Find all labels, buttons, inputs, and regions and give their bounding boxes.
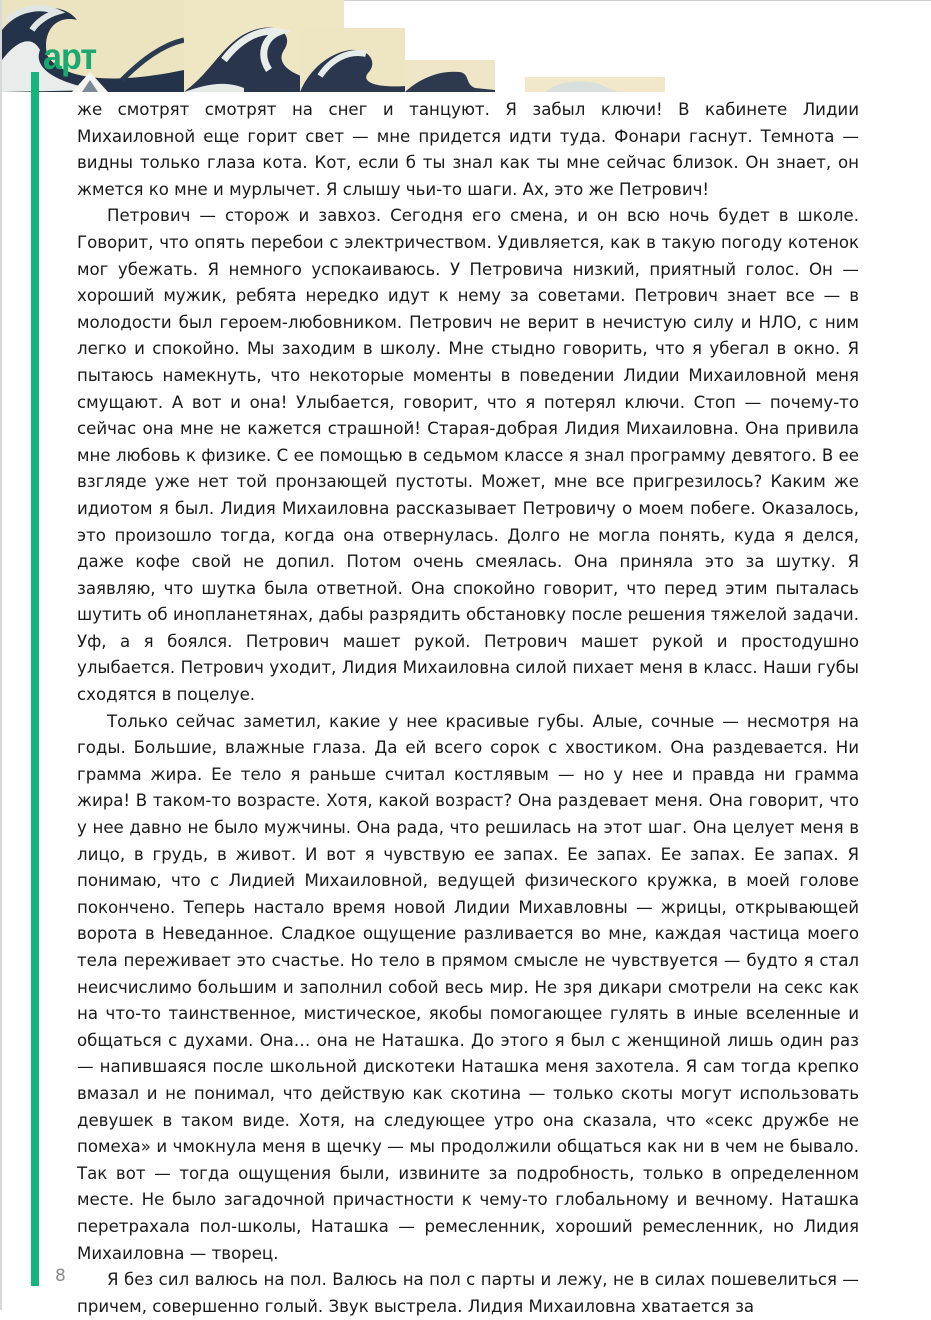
paragraph: Петрович — сторож и завхоз. Сегодня его смена, и он всю ночь будет в школе. Говорит, что опять перебои с электричеством. Удивляется, как в такую погоду котенок мог убежать. Я немного успокаиваюсь. У Петровича низкий, приятный голос. Он — хороший мужик, ребята нередко идут к нему за советами. Петрович знает все — в молодости был героем-любовником. Петрович не верит в нечистую силу и НЛО, с ним легко и спокойно. Мы заходим в школу. Мне стыдно говорить, что я убегал в окно. Я пытаюсь намекнуть, что некоторые моменты в поведении Лидии Михаиловной меня смущают. А вот и она! Улыбается, говорит, что я потерял ключи. Стоп — почему-то сейчас она мне не кажется страшной! Старая-добрая Лидия Михаиловна. Она привила мне любовь к физике. С ее помощью в седьмом классе я знал программу девятого. В ее взгляде уже нет той пронзающей пустоты. Может, мне все пригрезилось? Каким же идиотом я был. Лидия Михаиловна рассказывает Петровичу о моем побеге. Оказалось, это произошло тогда, когда она отвернулась. Долго не могла понять, куда я делся, даже кофе свой не допил. Потом очень смеялась. Она приняла это за шутку. Я заявляю, что шутка была ответной. Она спокойно говорит, что перед этим пыталась шутить об инопланетянах, дабы разрядить обстановку после решения тяжелой задачи. Уф, а я боялся. Петрович машет рукой. Петрович машет рукой и простодушно улыбается. Петрович уходит, Лидия Михаиловна силой пихает меня в класс. Наши губы сходятся в поцелуе. bbox=[77, 206, 859, 705]
wave-illustration bbox=[300, 28, 405, 92]
page-border-left bbox=[0, 0, 2, 1310]
header-banner bbox=[0, 0, 931, 95]
section-label: арт bbox=[43, 36, 97, 77]
wave-illustration bbox=[525, 77, 665, 92]
paragraph: Я без сил валюсь на пол. Валюсь на пол с парты и лежу, не в силах пошевелиться — причем, совершенно голый. Звук выстрела. Лидия Михаиловна хватается за bbox=[77, 1270, 859, 1316]
accent-bar bbox=[31, 72, 39, 1286]
wave-illustration bbox=[405, 60, 495, 92]
paragraph: же смотрят смотрят на снег и танцуют. Я забыл ключи! В кабинете Лидии Михаиловной еще горит свет — мне придется идти туда. Фонари гаснут. Темнота — видны только глаза кота. Кот, если б ты знал как ты мне сейчас близок. Он знает, он жмется ко мне и мурлычет. Я слышу чьи-то шаги. Ах, это же Петрович! bbox=[77, 100, 859, 199]
page-number: 8 bbox=[55, 1266, 66, 1286]
paragraph: Только сейчас заметил, какие у нее красивые губы. Алые, сочные — несмотря на годы. Большие, влажные глаза. Да ей всего сорок с хвостиком. Она раздевается. Ни грамма жира. Ее тело я раньше считал костлявым — но у нее и правда ни грамма жира! В таком-то возрасте. Хотя, какой возраст? Она раздевает меня. Она говорит, что у нее давно не было мужчины. Она рада, что решилась на этот шаг. Она целует меня в лицо, в грудь, в живот. И вот я чувствую ее запах. Ее запах. Ее запах. Ее запах. Я понимаю, что с Лидией Михаиловной, ведущей физического кружка, в моей голове покончено. Теперь настало время новой Лидии Михавловны — жрицы, открывающей ворота в Неведанное. Сладкое ощущение разливается во мне, каждая частица моего тела переживает это счастье. Но тело в прямом смысле не чувствуется — будто я стал неисчислимо большим и заполнил собой весь мир. Не зря дикари смотрели на секс как на что-то таинственное, мистическое, якобы помогающее гулять в иные вселенные и общаться с духами. Она… она не Наташка. До этого я был с женщиной лишь один раз — напившаяся после школьной дискотеки Наташка меня захотела. Я сам тогда крепко вмазал и не понимал, что действую как скотина — только скоты могут использовать девушек в таком виде. Хотя, на следующее утро она сказала, что «секс дружбе не помеха» и чмокнула меня в щечку — мы продолжили общаться как ни в чем не бывало. Так вот — тогда ощущения были, извините за подробность, только в определенном месте. Не было загадочной причастности к чему-то глобальному и вечному. Наташка перетрахала пол-школы, Наташка — ремесленник, хороший ремесленник, но Лидия Михаиловна — творец. bbox=[77, 711, 859, 1263]
article-body bbox=[77, 97, 859, 1320]
